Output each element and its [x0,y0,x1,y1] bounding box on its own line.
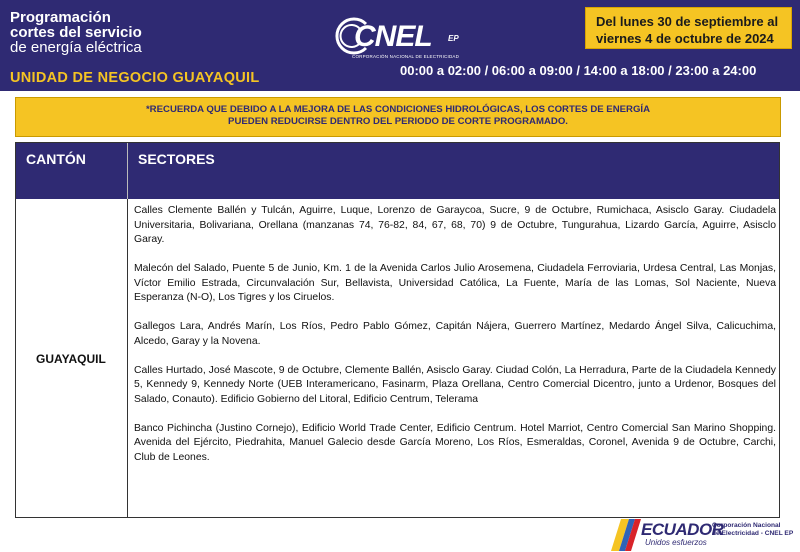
header-banner [0,0,800,91]
notice-line-1: *RECUERDA QUE DEBIDO A LA MEJORA DE LAS CONDICIONES HIDROLÓGICAS, LOS CORTES DE ENERGÍA [145,104,651,115]
ecuador-slogan: Unidos esfuerzos [645,538,707,547]
column-header-sectores [128,143,779,199]
notice-banner [15,97,781,137]
column-header-canton [16,143,128,199]
corporation-line-2: de Electricidad - CNEL EP [712,530,794,537]
sector-paragraph: Calles Hurtado, José Mascote, 9 de Octubre, Clemente Ballén, Asisclo Garay. Ciudad Colón, La Herradura, Parte de la Ciudadela Kennedy 5, Kennedy 9, Kennedy Norte (UEB Interamericano, Fasinarm, Plaza Orellana, Centro Comercial Dicentro, junto a Urdenor, Bosques del Salado, Conauto). Edificio Gobierno del Litoral, Edificio Centrum, Telerama [134,364,776,405]
ecuador-logo [611,518,724,552]
sector-paragraph: Malecón del Salado, Puente 5 de Junio, Km. 1 de la Avenida Carlos Julio Arosemena, Ciudadela Ferroviaria, Urdesa Central, Las Monjas, Víctor Emilio Estrada, Circunvalación Sur, Bellavista, Universidad Católica, La Fuente, María de las Lomas, Sol Naciente, Nueva Esperanza (N-O), Los Tigres y los Ciruelos. [134,263,776,303]
sector-paragraph: Calles Clemente Ballén y Tulcán, Aguirre, Luque, Lorenzo de Garaycoa, Sucre, 9 de Octubre, Rumichaca, Asisclo Garay. Ciudadela Universitaria, Bolivariana, Orellana (manzanas 74, 76-82, 84, 67, 68, 70) 9 de Octubre, Tungurahua, Lizardo García, Aguirre, Asisclo Garay. [134,205,776,245]
corporation-name [712,522,798,538]
corporation-line-1: Corporación Nacional [712,522,781,529]
title-line-3: de energía eléctrica [10,39,142,56]
ecuador-wordmark: ECUADOR [641,520,724,539]
logo-wordmark: CNEL [354,20,432,53]
sectors-cell [134,204,776,480]
title-line-2: cortes del servicio [10,24,142,41]
date-line-2: viernes 4 de octubre de 2024 [596,31,774,46]
canton-cell [16,199,128,517]
ecuador-flag-stripes-icon [611,519,641,551]
sector-paragraph: Banco Pichincha (Justino Cornejo), Edificio World Trade Center, Edificio Centrum. Hotel Marriot, Centro Comercial San Marino Shopping. Avenida del Ejército, Piedrahita, Manuel Galecio desde García Moreno, Los Ríos, Esmeraldas, Coronel, Avenida 9 de Octubre, Carchi, Club de Leones. [134,422,776,463]
date-range-box [585,7,792,49]
canton-name: GUAYAQUIL [36,352,106,366]
logo-subtitle: CORPORACIÓN NACIONAL DE ELECTRICIDAD [352,54,460,59]
notice-line-2: PUEDEN REDUCIRSE DENTRO DEL PERIODO DE CORTE PROGRAMADO. [228,116,568,127]
sector-paragraph: Gallegos Lara, Andrés Marín, Los Ríos, Pedro Pablo Gómez, Capitán Nájera, Guerrero Martínez, Medardo Ángel Silva, Calicuchima, Alcedo, Garay y la Novena. [134,321,776,347]
title-line-1: Programación [10,9,111,26]
column-header-sectores-label: SECTORES [138,151,215,167]
page-title [10,10,142,55]
date-line-1: Del lunes 30 de septiembre al [596,14,779,29]
cnel-logo [332,14,482,64]
logo-ep: EP [448,34,459,43]
schedule-table [15,142,780,518]
outage-hours: 00:00 a 02:00 / 06:00 a 09:00 / 14:00 a 18:00 / 23:00 a 24:00 [400,63,757,78]
column-header-canton-label: CANTÓN [26,151,86,167]
business-unit-label: UNIDAD DE NEGOCIO GUAYAQUIL [10,70,260,86]
